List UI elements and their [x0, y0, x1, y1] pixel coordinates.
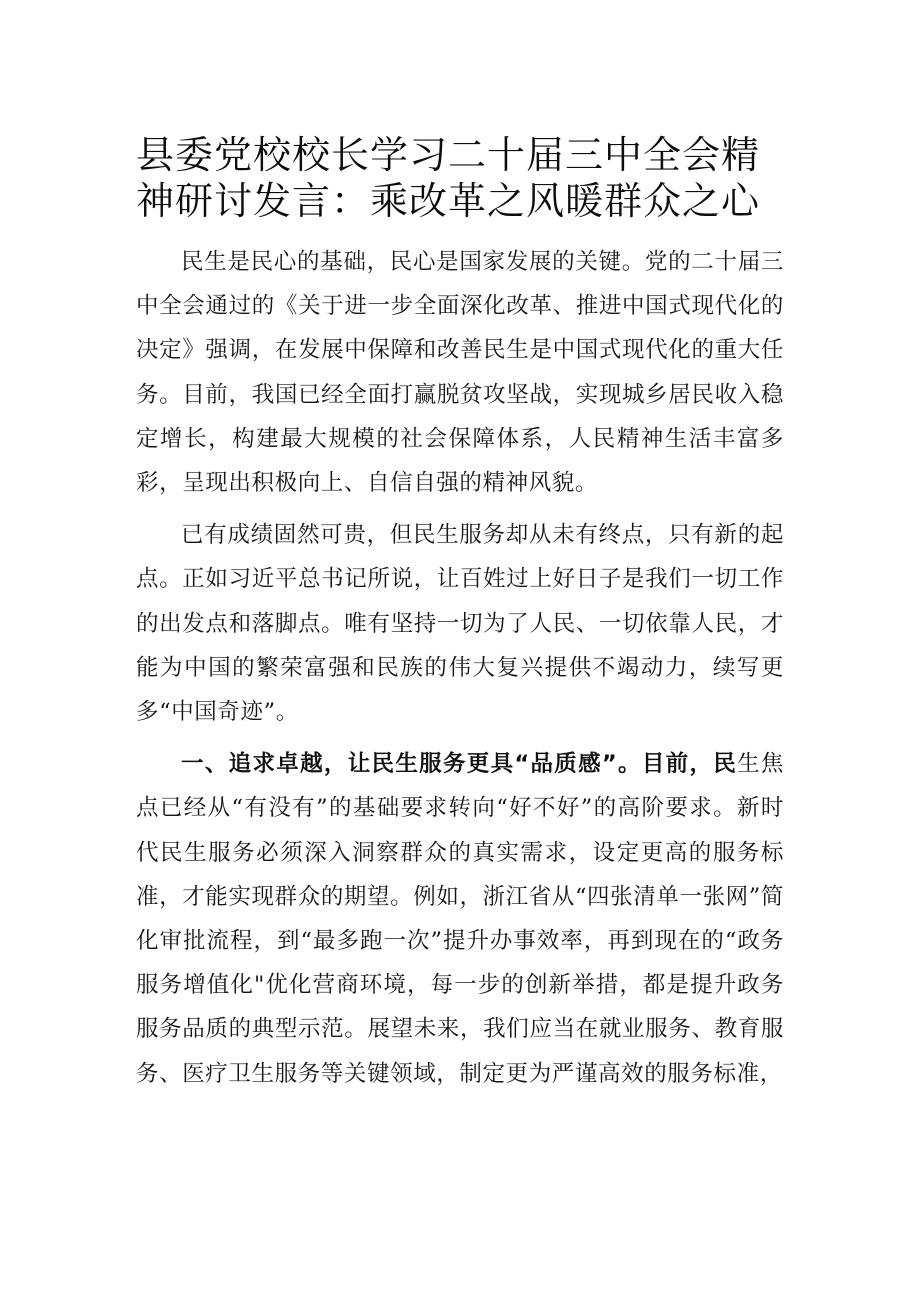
document-body	[136, 240, 784, 1104]
section-heading-1: 一、追求卓越，让民生服务更具“品质感”。目前，民	[181, 751, 738, 778]
paragraph-3-text: 生焦点已经从“有没有”的基础要求转向“好不好”的高阶要求。新时代民生服务必须深入洞察群众的真实需求，设定更高的服务标准，才能实现群众的期望。例如，浙江省从“四张清单一张网”简化审批流程，到“最多跑一次”提升办事效率，再到现在的“政务服务增值化"优化营商环境，每一步的创新举措，都是提升政务服务品质的典型示范。展望未来，我们应当在就业服务、教育服务、医疗卫生服务等关键领域，制定更为严谨高效的服务标准，	[136, 751, 784, 1087]
paragraph-1-text: 民生是民心的基础，民心是国家发展的关键。党的二十届三中全会通过的《关于进一步全面深化改革、推进中国式现代化的决定》强调，在发展中保障和改善民生是中国式现代化的重大任务。目前，我国已经全面打赢脱贫攻坚战，实现城乡居民收入稳定增长，构建最大规模的社会保障体系，人民精神生活丰富多彩，呈现出积极向上、自信自强的精神风貌。	[136, 249, 784, 497]
paragraph-3	[136, 742, 784, 1096]
paragraph-2	[136, 513, 784, 734]
document-title: 县委党校校长学习二十届三中全会精神研讨发言：乘改革之风暖群众之心	[136, 133, 761, 223]
paragraph-2-text: 已有成绩固然可贵，但民生服务却从未有终点，只有新的起点。正如习近平总书记所说，让百姓过上好日子是我们一切工作的出发点和落脚点。唯有坚持一切为了人民、一切依靠人民，才能为中国的繁荣富强和民族的伟大复兴提供不竭动力，续写更多“中国奇迹”。	[136, 522, 784, 726]
paragraph-1	[136, 240, 784, 505]
